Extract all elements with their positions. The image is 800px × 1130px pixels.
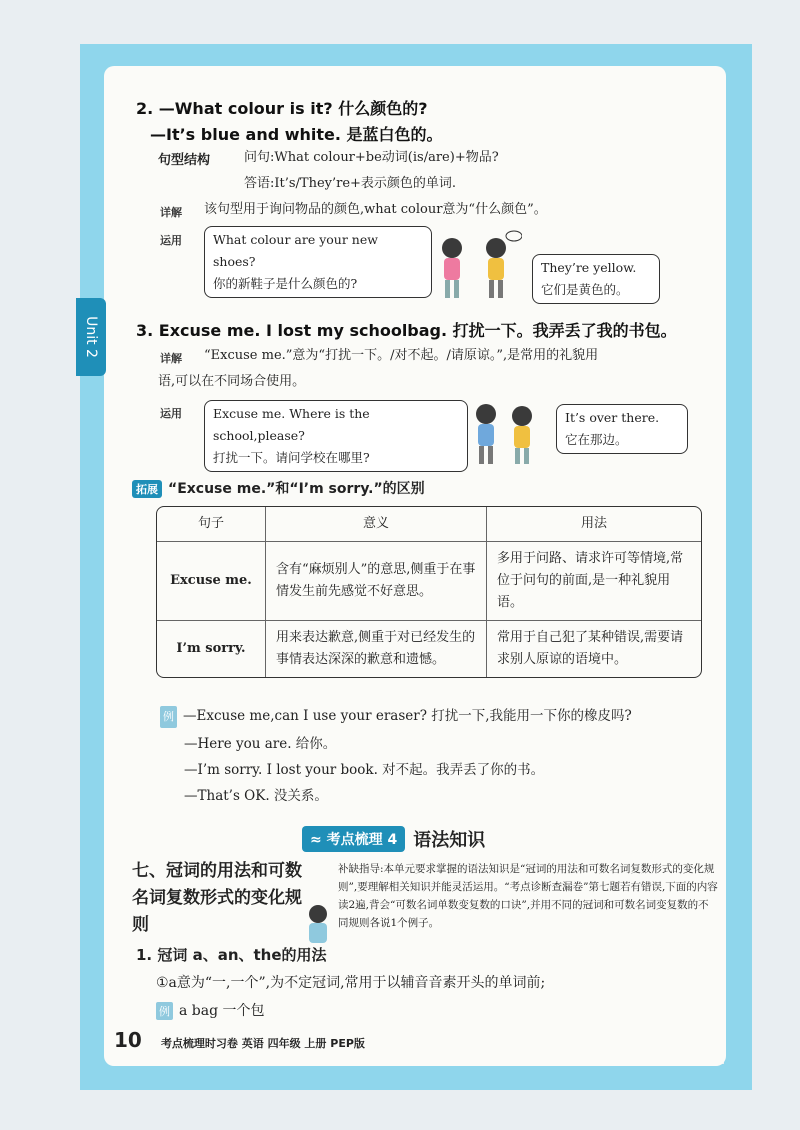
speech-bubble-right: They’re yellow. 它们是黄色的。 — [532, 254, 660, 304]
example-line: —That’s OK. 没关系。 — [184, 788, 328, 804]
speech-bubble-left: What colour are your new shoes? 你的新鞋子是什么颜色的? — [204, 226, 432, 298]
detail-text: 该句型用于询问物品的颜色,what colour意为“什么颜色”。 — [204, 202, 547, 217]
page-number: 10 — [114, 1028, 142, 1052]
footer — [114, 1028, 365, 1052]
table-header-row — [157, 507, 701, 542]
subheading-articles: 1. 冠词 a、an、the的用法 — [136, 946, 327, 964]
children-illustration-2 — [468, 400, 548, 470]
section7-note: 补缺指导:本单元要求掌握的语法知识是“冠词的用法和可数名词复数形式的变化规则”,要理解相关知识并能灵活运用。“考点诊断查漏卷”第七题若有错误,下面的内容读2遍,背会“可数名词单数变复数的口诀”,并用不同的冠词和可数名词变复数的不同规则各说1个例子。 — [338, 863, 718, 929]
footer-text: 考点梳理时习卷 英语 四年级 上册 PEP版 — [160, 1037, 365, 1050]
example-line: —Here you are. 给你。 — [184, 736, 337, 752]
item2-answer: —It’s blue and white. 是蓝白色的。 — [150, 125, 443, 144]
item3-detail-text-1: “Excuse me.”意为“打扰一下。/对不起。/请原谅。”,是常用的礼貌用 — [204, 348, 599, 363]
table-cell-sentence: Excuse me. — [157, 542, 266, 621]
section-banner-box: ≈ 考点梳理 4 — [302, 826, 405, 852]
comparison-table — [156, 506, 702, 678]
article-example: 例 a bag 一个包 — [156, 1000, 265, 1020]
table-header: 意义 — [266, 507, 487, 542]
decorative-border-bottom — [90, 1064, 750, 1090]
item3-title: 3. Excuse me. I lost my schoolbag. 打扰一下。我弄丢了我的书包。 — [136, 321, 677, 340]
table-row — [157, 621, 701, 677]
structure-question: 问句:What colour+be动词(is/are)+物品? — [244, 150, 499, 165]
structure-answer: 答语:It’s/They’re+表示颜色的单词. — [244, 176, 457, 191]
unit-tab: Unit 2 — [76, 298, 106, 376]
extend-tag: 拓展 — [132, 480, 162, 498]
section-banner — [302, 826, 485, 852]
table-header: 句子 — [157, 507, 266, 542]
extend-heading: 拓展 “Excuse me.”和“I’m sorry.”的区别 — [132, 478, 425, 498]
children-illustration — [432, 230, 522, 302]
item3-bubble-right: It’s over there. 它在那边。 — [556, 404, 688, 454]
article-point-1: ①a意为“一,一个”,为不定冠词,常用于以辅音音素开头的单词前; — [156, 975, 546, 991]
use-label: 运用 — [160, 234, 182, 247]
example-line: 例 —Excuse me,can I use your eraser? 打扰一下,我能用一下你的橡皮吗? — [160, 706, 632, 728]
table-cell-usage: 常用于自己犯了某种错误,需要请求别人原谅的语境中。 — [497, 630, 684, 667]
teacher-icon — [300, 902, 336, 946]
section7-title: 七、冠词的用法和可数名词复数形式的变化规则 — [132, 861, 302, 935]
example-tag: 例 — [156, 1002, 173, 1020]
table-row — [157, 542, 701, 621]
section-banner-text: 语法知识 — [413, 830, 486, 851]
item2-title: 2. —What colour is it? 什么颜色的? — [136, 99, 428, 118]
example-tag: 例 — [160, 706, 177, 728]
table-cell-meaning: 用来表达歉意,侧重于对已经发生的事情表达深深的歉意和遗憾。 — [266, 621, 487, 677]
item3-detail-label: 详解 — [160, 352, 182, 365]
item3-bubble-left: Excuse me. Where is the school,please? 打扰一下。请问学校在哪里? — [204, 400, 468, 472]
decorative-border-right — [724, 44, 752, 1090]
detail-label: 详解 — [160, 206, 182, 219]
table-header: 用法 — [487, 507, 701, 542]
table-cell-meaning: 含有“麻烦别人”的意思,侧重于在事情发生前先感觉不好意思。 — [266, 542, 487, 621]
table-cell-usage: 多用于问路、请求许可等情境,常位于问句的前面,是一种礼貌用语。 — [487, 542, 701, 621]
example-line: —I’m sorry. I lost your book. 对不起。我弄丢了你的书。 — [184, 762, 545, 778]
structure-label: 句型结构 — [158, 153, 211, 168]
table-cell-sentence: I’m sorry. — [157, 621, 266, 677]
item3-detail-text-2: 语,可以在不同场合使用。 — [158, 374, 306, 389]
item3-use-label: 运用 — [160, 407, 182, 420]
